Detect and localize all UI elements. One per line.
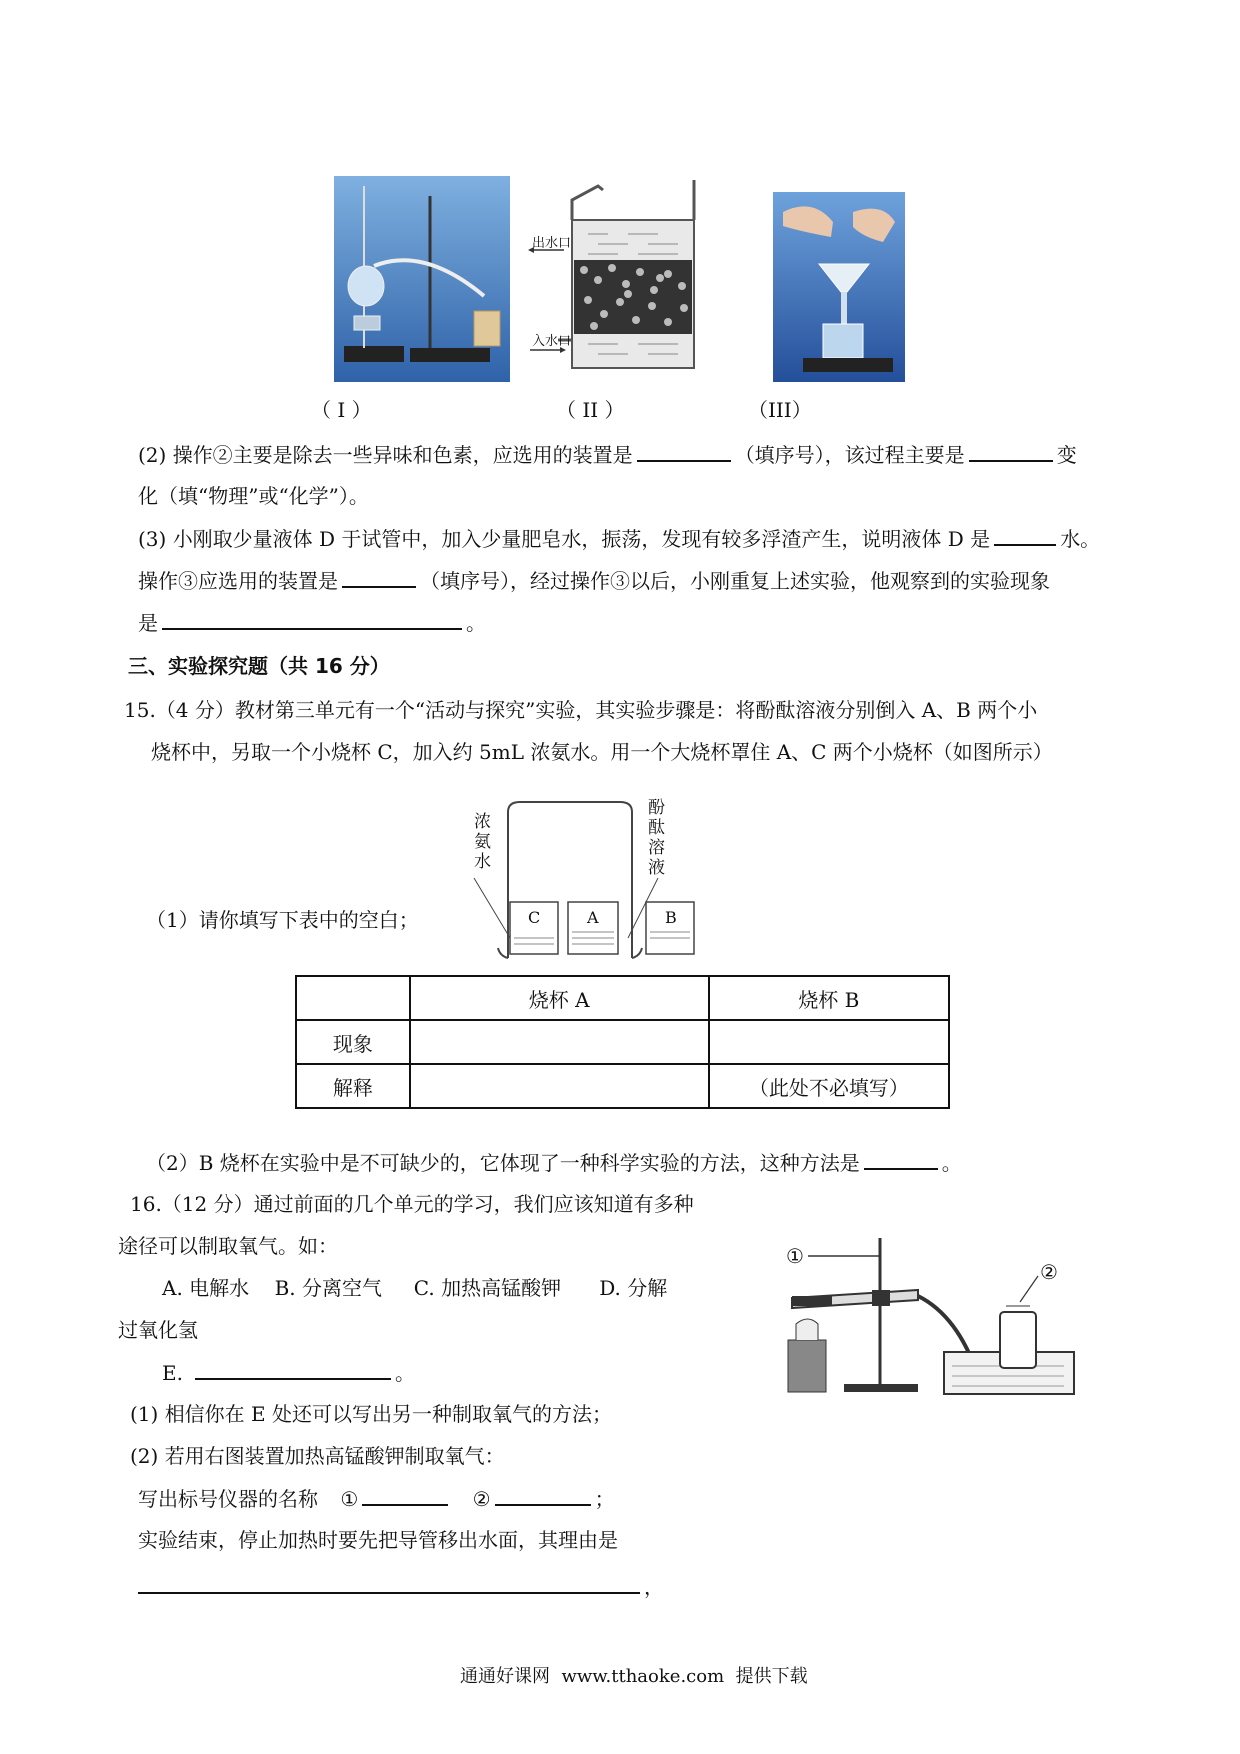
figure-distillation-photo [334, 176, 510, 382]
q3-text-b: 水。 [1060, 527, 1101, 551]
q3-line-1 [138, 524, 1100, 553]
q16-sub-1: (1) 相信你在 E 处还可以写出另一种制取氧气的方法； [130, 1402, 613, 1426]
table-row-label-explanation: 解释 [296, 1064, 410, 1108]
q2-text-c: 变 [1056, 443, 1077, 467]
figure-label-3: （III） [748, 398, 812, 422]
q2-blank-device[interactable] [637, 440, 731, 462]
figure-label-1: （ I ） [311, 398, 372, 422]
q3-text-c: 操作③应选用的装置是 [138, 569, 338, 593]
figure-oxygen-apparatus [768, 1236, 1080, 1400]
filter-outlet-label: 出水口 [532, 236, 572, 251]
section-3-title: 三、实验探究题（共 16 分） [128, 654, 390, 678]
q15-sub2-end: 。 [941, 1151, 962, 1175]
q16-names-label: 写出标号仪器的名称 [138, 1487, 318, 1511]
beaker-a-label: A [587, 908, 599, 927]
q3-text-a: (3) 小刚取少量液体 D 于试管中，加入少量肥皂水，振荡，发现有较多浮渣产生，说明液体 D 是 [138, 527, 991, 551]
q3-blank-water-type[interactable] [994, 524, 1056, 546]
ammonia-label: 浓氨水 [474, 812, 491, 872]
q16-e-label: E. [162, 1361, 183, 1385]
table-cell-b-explanation: （此处不必填写） [709, 1064, 949, 1108]
q16-options: A. 电解水 B. 分离空气 C. 加热高锰酸钾 D. 分解 [162, 1276, 668, 1300]
table-row [296, 1064, 949, 1108]
q16-options-cont: 过氧化氢 [118, 1318, 198, 1342]
q16-blank-instrument-2[interactable] [495, 1484, 591, 1506]
observation-table [295, 975, 950, 1109]
q16-names-line [138, 1484, 615, 1513]
filter-inlet-label: 入水口 [532, 334, 572, 349]
q15-sub-1: （1）请你填写下表中的空白； [146, 908, 419, 932]
table-header-beaker-a: 烧杯 A [410, 976, 709, 1020]
q16-mark-1: ① [340, 1487, 359, 1511]
q16-reason-blank-line [138, 1572, 664, 1601]
q16-blank-instrument-1[interactable] [362, 1484, 448, 1506]
q16-reason-end: ， [644, 1575, 664, 1599]
q3-text-f: 。 [466, 611, 486, 635]
q3-text-d: （填序号），经过操作③以后，小刚重复上述实验，他观察到的实验现象 [420, 569, 1050, 593]
table-cell-b-phenomenon[interactable] [709, 1020, 949, 1064]
table-cell-a-explanation[interactable] [410, 1064, 709, 1108]
figure-filtration-photo [773, 192, 905, 382]
apparatus-mark-2: ② [1040, 1260, 1058, 1284]
beaker-c-label: C [528, 908, 541, 927]
q15-line-1: 15.（4 分）教材第三单元有一个“活动与探究”实验，其实验步骤是：将酚酞溶液分别倒入 A、B 两个小 [124, 698, 1038, 722]
q16-blank-method[interactable] [195, 1358, 391, 1380]
figure-label-2: （ II ） [556, 398, 625, 422]
q16-names-end: ； [594, 1487, 615, 1511]
q15-sub2-text: （2）B 烧杯在实验中是不可缺少的，它体现了一种科学实验的方法，这种方法是 [146, 1151, 860, 1175]
apparatus-mark-1: ① [786, 1244, 804, 1268]
q16-option-e [162, 1358, 415, 1387]
table-cell-a-phenomenon[interactable] [410, 1020, 709, 1064]
q16-mark-2: ② [472, 1487, 491, 1511]
q16-e-end: 。 [394, 1361, 415, 1385]
beaker-b-label: B [665, 908, 677, 927]
q3-blank-device[interactable] [342, 566, 416, 588]
q16-line-1: 16.（12 分）通过前面的几个单元的学习，我们应该知道有多种 [130, 1192, 694, 1216]
phenolphthalein-label: 酚酞溶液 [648, 798, 665, 878]
q15-blank-method[interactable] [864, 1148, 938, 1170]
q3-text-e: 是 [138, 611, 158, 635]
q3-blank-phenomenon[interactable] [162, 608, 462, 630]
page-footer: 通通好课网 www.tthaoke.com 提供下载 [460, 1666, 808, 1687]
q15-line-2: 烧杯中，另取一个小烧杯 C，加入约 5mL 浓氨水。用一个大烧杯罩住 A、C 两个小烧杯（如图所示） [151, 740, 1053, 764]
q16-sub-2: (2) 若用右图装置加热高锰酸钾制取氧气： [130, 1444, 505, 1468]
figure-beakers [470, 798, 700, 960]
table-row [296, 1020, 949, 1064]
q3-line-3 [138, 608, 486, 637]
q2-text-a: (2) 操作②主要是除去一些异味和色素，应选用的装置是 [138, 443, 633, 467]
q15-sub-2 [146, 1148, 962, 1177]
table-header-beaker-b: 烧杯 B [709, 976, 949, 1020]
q2-blank-change[interactable] [969, 440, 1053, 462]
figure-carbon-filter-diagram [528, 180, 712, 380]
table-row [296, 976, 949, 1020]
q3-line-2 [138, 566, 1050, 595]
q16-reason-line: 实验结束，停止加热时要先把导管移出水面，其理由是 [138, 1528, 618, 1552]
q2-line-2: 化（填“物理”或“化学”）。 [138, 484, 369, 508]
table-cell [296, 976, 410, 1020]
q16-blank-reason[interactable] [138, 1572, 640, 1594]
q16-line-2: 途径可以制取氧气。如： [118, 1234, 338, 1258]
q2-line-1 [138, 440, 1077, 469]
table-row-label-phenomenon: 现象 [296, 1020, 410, 1064]
q2-text-b: （填序号），该过程主要是 [734, 443, 965, 467]
